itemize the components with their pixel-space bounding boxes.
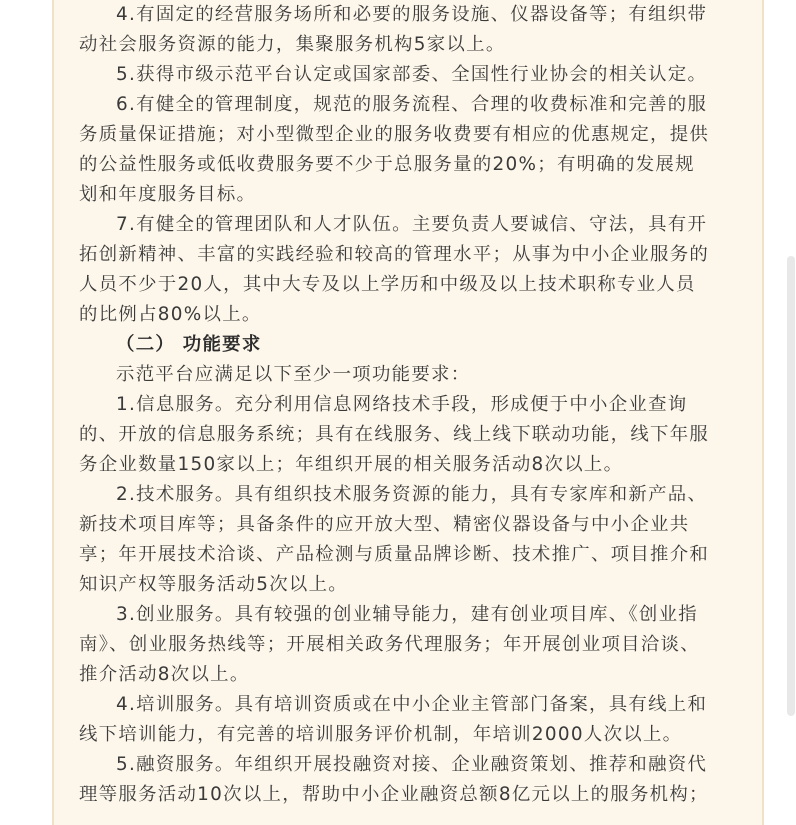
paragraph-line: 5.获得市级示范平台认定或国家部委、全国性行业协会的相关认定。 bbox=[116, 64, 708, 85]
vertical-scrollbar[interactable] bbox=[787, 256, 795, 716]
paragraph-line: 享；年开展技术洽谈、产品检测与质量品牌诊断、技术推广、项目推介和 bbox=[79, 544, 710, 565]
paragraph-line: 2.技术服务。具有组织技术服务资源的能力，具有专家库和新产品、 bbox=[116, 484, 708, 505]
paragraph-line: 务质量保证措施；对小型微型企业的服务收费要有相应的优惠规定，提供 bbox=[79, 124, 710, 145]
paragraph-line: 推介活动8次以上。 bbox=[79, 664, 250, 685]
paragraph-line: 的、开放的信息服务系统；具有在线服务、线上线下联动功能，线下年服 bbox=[79, 424, 710, 445]
paragraph-line: 的公益性服务或低收费服务要不少于总服务量的20%；有明确的发展规 bbox=[79, 154, 695, 175]
paragraph-line: 新技术项目库等；具备条件的应开放大型、精密仪器设备与中小企业共 bbox=[79, 514, 690, 535]
paragraph-line: 3.创业服务。具有较强的创业辅导能力，建有创业项目库、《创业指 bbox=[116, 604, 698, 625]
paragraph-line: 南》、创业服务热线等；开展相关政务代理服务；年开展创业项目洽谈、 bbox=[79, 634, 700, 655]
paragraph-line: 线下培训能力，有完善的培训服务评价机制，年培训2000人次以上。 bbox=[79, 724, 683, 745]
paragraph-line: 4.有固定的经营服务场所和必要的服务设施、仪器设备等；有组织带 bbox=[116, 4, 708, 25]
paragraph-line: 务企业数量150家以上；年组织开展的相关服务活动8次以上。 bbox=[79, 454, 624, 475]
paragraph-line: 知识产权等服务活动5次以上。 bbox=[79, 574, 348, 595]
paragraph-line: 拓创新精神、丰富的实践经验和较高的管理水平；从事为中小企业服务的 bbox=[79, 244, 710, 265]
paragraph-line: 的比例占80%以上。 bbox=[79, 304, 262, 325]
paragraph-line: 划和年度服务目标。 bbox=[79, 184, 257, 205]
paragraph-line: 动社会服务资源的能力，集聚服务机构5家以上。 bbox=[79, 34, 506, 55]
paragraph-line: 理等服务活动10次以上，帮助中小企业融资总额8亿元以上的服务机构； bbox=[79, 784, 709, 805]
paragraph-line: 示范平台应满足以下至少一项功能要求： bbox=[116, 364, 471, 385]
paragraph-line: 4.培训服务。具有培训资质或在中小企业主管部门备案，具有线上和 bbox=[116, 694, 708, 715]
paragraph-line: 7.有健全的管理团队和人才队伍。主要负责人要诚信、守法，具有开 bbox=[116, 214, 708, 235]
paragraph-line: 6.有健全的管理制度，规范的服务流程、合理的收费标准和完善的服 bbox=[116, 94, 708, 115]
article-body bbox=[79, 0, 719, 810]
paragraph-line: 1.信息服务。充分利用信息网络技术手段，形成便于中小企业查询 bbox=[116, 394, 688, 415]
section-heading: （二） 功能要求 bbox=[116, 334, 262, 355]
paragraph-line: 5.融资服务。年组织开展投融资对接、企业融资策划、推荐和融资代 bbox=[116, 754, 708, 775]
paragraph-line: 人员不少于20人，其中大专及以上学历和中级及以上技术职称专业人员 bbox=[79, 274, 696, 295]
